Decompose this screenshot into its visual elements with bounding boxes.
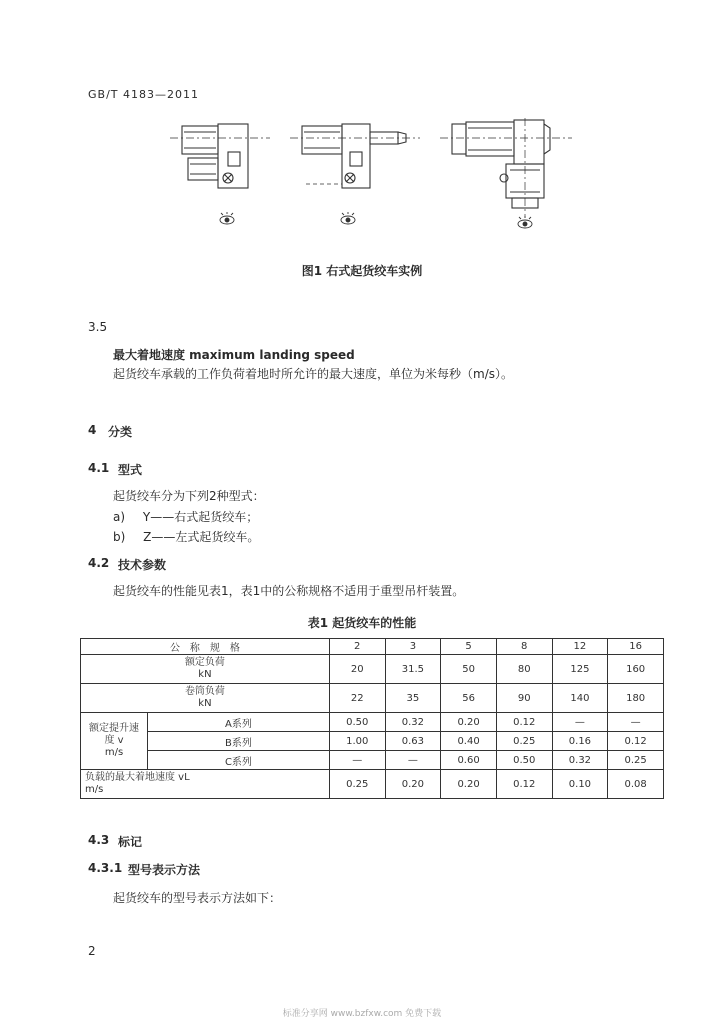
section-title: 技术参数 [118, 558, 167, 572]
table-cell: — [385, 751, 441, 770]
table-cell: 90 [496, 684, 552, 713]
table-caption: 表1 起货绞车的性能 [307, 616, 417, 630]
table-cell: 0.40 [441, 732, 497, 751]
table-cell: 0.12 [608, 732, 664, 751]
table-cell: 0.25 [608, 751, 664, 770]
figure-caption: 图1 右式起货绞车实例 [301, 264, 423, 278]
row-label [81, 684, 330, 713]
operator-position-icon [220, 212, 234, 224]
row-label-unit: kN [198, 698, 212, 709]
table-header-row [81, 639, 664, 655]
table-cell: 125 [552, 655, 608, 684]
paragraph: 起货绞车的性能见表1，表1中的公称规格不适用于重型吊杆装置。 [113, 584, 465, 598]
series-label: C系列 [148, 751, 330, 770]
table-cell: 0.60 [441, 751, 497, 770]
table-cell: 0.16 [552, 732, 608, 751]
table-cell: — [329, 751, 385, 770]
table-cell: 0.25 [329, 770, 385, 799]
table-cell: — [552, 713, 608, 732]
column-header: 5 [441, 639, 497, 655]
table-row [81, 751, 664, 770]
series-label: A系列 [148, 713, 330, 732]
table-row [81, 655, 664, 684]
section-number: 3.5 [88, 320, 108, 334]
paragraph: 起货绞车分为下列2种型式： [113, 489, 265, 503]
row-group-label [81, 713, 148, 770]
paragraph: 起货绞车的型号表示方法如下： [113, 891, 282, 905]
page-number: 2 [88, 944, 96, 958]
winch-drawing-3 [440, 118, 572, 218]
table-row [81, 684, 664, 713]
table-cell: 80 [496, 655, 552, 684]
section-number: 4.2 [88, 556, 110, 570]
section-title: 分类 [108, 425, 133, 439]
section-title: 型式 [118, 463, 143, 477]
table-cell: 35 [385, 684, 441, 713]
document-header: GB/T 4183—2011 [88, 88, 199, 101]
table-cell: 0.50 [329, 713, 385, 732]
section-number: 4.3 [88, 833, 110, 847]
column-header: 3 [385, 639, 441, 655]
footer-watermark: 标准分享网 www.bzfxw.com 免费下载 [282, 1009, 442, 1019]
table-cell: 0.32 [552, 751, 608, 770]
list-mark: a) [113, 510, 126, 524]
row-label-text: 额定负荷 [184, 657, 225, 668]
list-text: Z——左式起货绞车。 [143, 530, 260, 544]
table-row [81, 732, 664, 751]
table-cell: 140 [552, 684, 608, 713]
row-label-unit: kN [198, 669, 212, 680]
row-label-text: 负载的最大着地速度 vL [85, 772, 190, 783]
table-cell: 0.20 [441, 713, 497, 732]
figure-winch-examples [160, 118, 580, 238]
section-number: 4.1 [88, 461, 110, 475]
row-label-text: 卷筒负荷 [184, 686, 225, 697]
row-label-line: 度 v [104, 735, 124, 746]
table-cell: — [608, 713, 664, 732]
section-number: 4.3.1 [88, 861, 123, 875]
list-item [113, 528, 259, 545]
row-label-line: 额定提升速 [89, 723, 139, 734]
table-cell: 0.63 [385, 732, 441, 751]
performance-table [80, 638, 664, 799]
column-header: 8 [496, 639, 552, 655]
series-label: B系列 [148, 732, 330, 751]
list-item [113, 508, 258, 525]
section-number: 4 [88, 423, 97, 437]
table-cell: 0.08 [608, 770, 664, 799]
table-cell: 0.20 [385, 770, 441, 799]
table-cell: 50 [441, 655, 497, 684]
list-mark: b) [113, 530, 126, 544]
table-cell: 160 [608, 655, 664, 684]
table-cell: 31.5 [385, 655, 441, 684]
list-text: Y——右式起货绞车； [142, 510, 259, 524]
column-header: 12 [552, 639, 608, 655]
row-label [81, 770, 330, 799]
table-cell: 0.10 [552, 770, 608, 799]
column-header: 2 [329, 639, 385, 655]
header-label: 公 称 规 格 [81, 639, 330, 655]
winch-drawing-1 [170, 124, 270, 188]
operator-position-icon [518, 216, 532, 228]
column-header: 16 [608, 639, 664, 655]
row-label [81, 655, 330, 684]
table-cell: 22 [329, 684, 385, 713]
table-cell: 0.20 [441, 770, 497, 799]
table-cell: 180 [608, 684, 664, 713]
table-row [81, 713, 664, 732]
table-cell: 20 [329, 655, 385, 684]
table-cell: 56 [441, 684, 497, 713]
table-cell: 0.12 [496, 770, 552, 799]
table-cell: 0.50 [496, 751, 552, 770]
section-title: 标记 [118, 835, 143, 849]
section-title: 型号表示方法 [128, 863, 201, 877]
row-label-unit: m/s [85, 784, 104, 795]
term-title: 最大着地速度 maximum landing speed [113, 348, 355, 362]
operator-position-icon [341, 212, 355, 224]
term-definition: 起货绞车承载的工作负荷着地时所允许的最大速度，单位为米每秒（m/s）。 [113, 367, 513, 381]
table-cell: 1.00 [329, 732, 385, 751]
table-cell: 0.32 [385, 713, 441, 732]
table-cell: 0.25 [496, 732, 552, 751]
row-label-line: m/s [104, 747, 124, 758]
table-row [81, 770, 664, 799]
winch-drawing-2 [290, 124, 420, 188]
table-cell: 0.12 [496, 713, 552, 732]
